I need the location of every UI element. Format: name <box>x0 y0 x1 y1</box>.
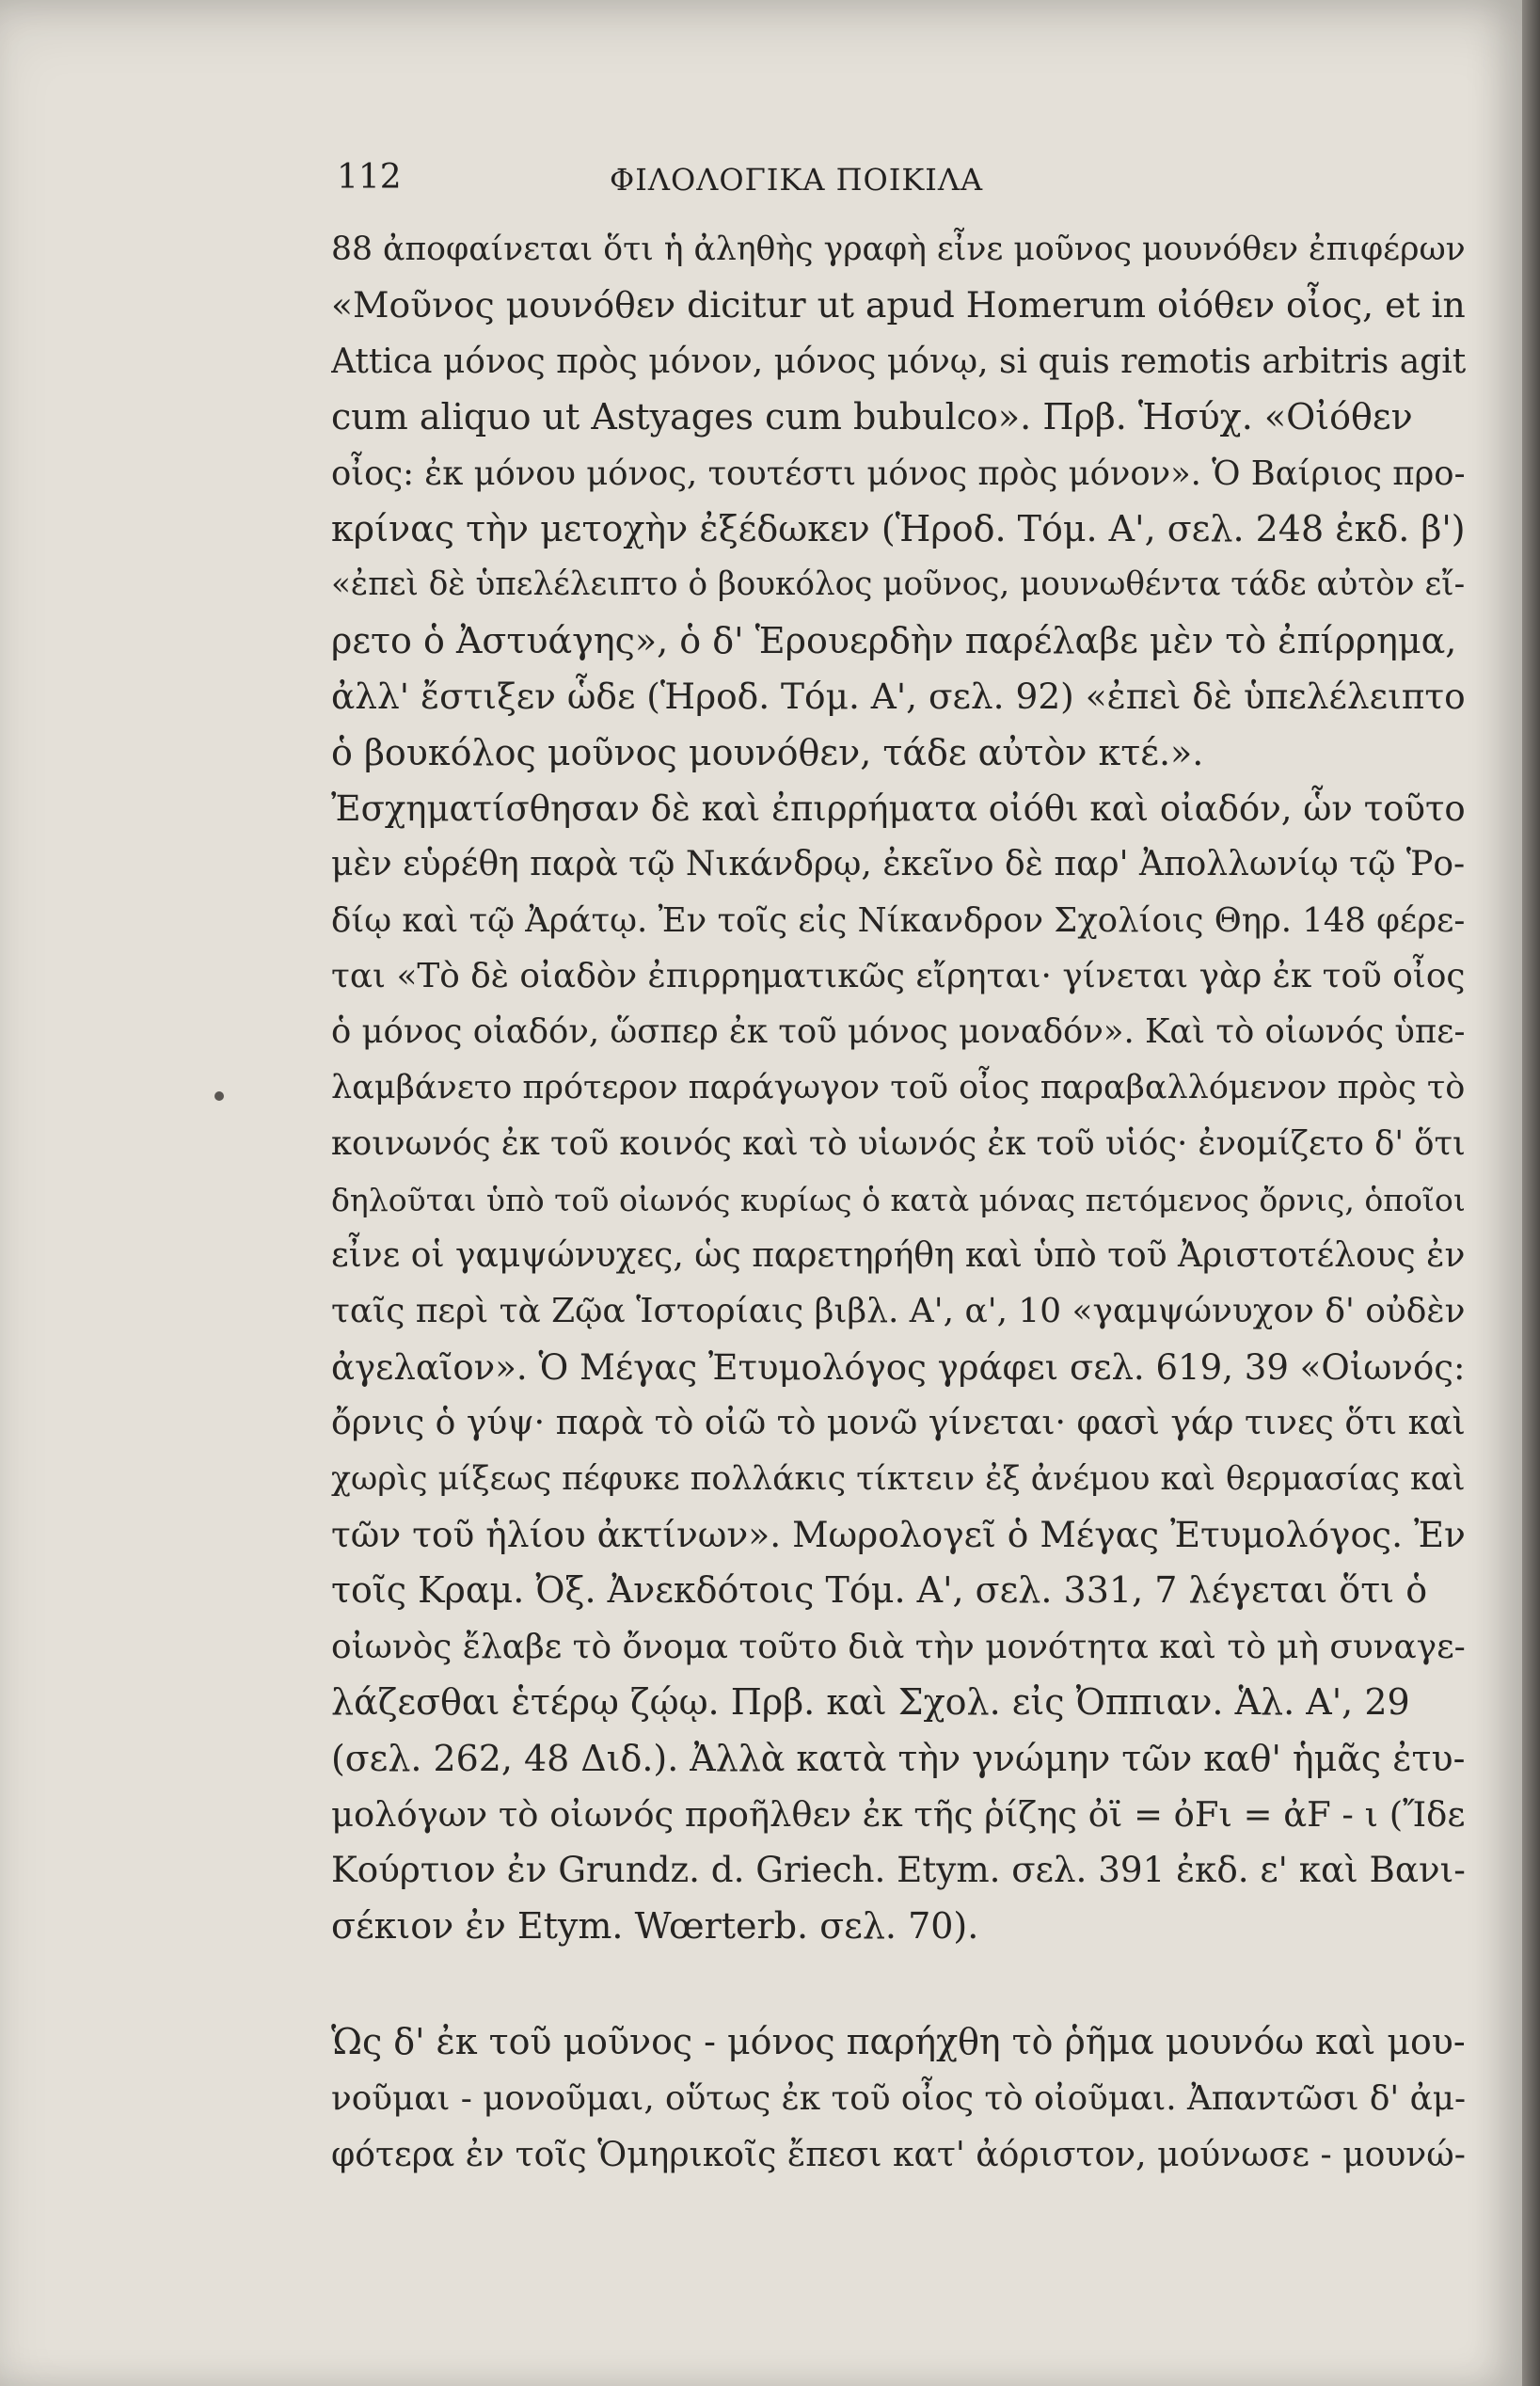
text-line: χωρὶς μίξεως πέφυκε πολλάκις τίκτειν ἐξ ἀνέμου καὶ θερμασίας καὶ <box>331 1459 1466 1498</box>
ink-speck <box>214 1091 224 1101</box>
text-line: (σελ. 262, 48 Διδ.). Ἀλλὰ κατὰ τὴν γνώμην τῶν καθ' ἡμᾶς ἐτυ- <box>331 1737 1466 1779</box>
text-line: «Μοῦνος μουνόθεν dicitur ut apud Homerum οἰόθεν οἶος, et in <box>331 284 1466 326</box>
text-line: ὄρνις ὁ γύψ· παρὰ τὸ οἰῶ τὸ μονῶ γίνεται· φασὶ γάρ τινες ὅτι καὶ <box>331 1403 1466 1443</box>
text-line: ἀγελαῖον». Ὁ Μέγας Ἐτυμολόγος γράφει σελ. 619, 39 «Οἰωνός: <box>331 1346 1466 1388</box>
text-line: ὁ βουκόλος μοῦνος μουνόθεν, τάδε αὐτὸν κτέ.». <box>331 731 1204 773</box>
paragraph <box>331 2014 1466 2182</box>
text-line: ὁ μόνος οἰαδόν, ὥσπερ ἐκ τοῦ μόνος μοναδόν». Καὶ τὸ οἰωνός ὑπε- <box>331 1012 1466 1052</box>
text-line: σέκιον ἐν Etym. Wœrterb. σελ. 70). <box>331 1904 979 1947</box>
text-line: δίῳ καὶ τῷ Ἀράτῳ. Ἐν τοῖς εἰς Νίκανδρον Σχολίοις Θηρ. 148 φέρε- <box>331 900 1466 940</box>
text-line: οἰωνὸς ἔλαβε τὸ ὄνομα τοῦτο διὰ τὴν μονότητα καὶ τὸ μὴ συναγε- <box>331 1627 1466 1666</box>
page-header <box>337 158 1108 215</box>
text-line: τῶν τοῦ ἡλίου ἀκτίνων». Μωρολογεῖ ὁ Μέγας Ἐτυμολόγος. Ἐν <box>331 1513 1466 1555</box>
text-line: «ἐπεὶ δὲ ὑπελέλειπτο ὁ βουκόλος μοῦνος, μουνωθέντα τάδε αὐτὸν εἴ- <box>331 565 1466 604</box>
text-line: ταῖς περὶ τὰ Ζῷα Ἱστορίαις βιβλ. Α', α', 10 «γαμψώνυχον δ' οὐδὲν <box>331 1292 1466 1331</box>
body-text <box>331 222 1466 2182</box>
text-line: cum aliquo ut Astyages cum bubulco». Πρβ. Ἡσύχ. «Οἰόθεν <box>331 396 1413 438</box>
text-line: Κούρτιον ἐν Grundz. d. Griech. Etym. σελ. 391 ἐκδ. ε' καὶ Βανι- <box>331 1849 1466 1891</box>
text-line: φότερα ἐν τοῖς Ὁμηρικοῖς ἔπεσι κατ' ἀόριστον, μούνωσε - μουνώ- <box>331 2133 1466 2174</box>
text-line: κοινωνός ἐκ τοῦ κοινός καὶ τὸ υἱωνός ἐκ τοῦ υἱός· ἐνομίζετο δ' ὅτι <box>331 1124 1466 1164</box>
text-line: κρίνας τὴν μετοχὴν ἐξέδωκεν (Ἡροδ. Τόμ. Α', σελ. 248 ἐκδ. β') <box>331 507 1466 549</box>
text-line: τοῖς Κραμ. Ὀξ. Ἀνεκδότοις Τόμ. Α', σελ. 331, 7 λέγεται ὅτι ὁ <box>331 1569 1428 1612</box>
text-line: λαμβάνετο πρότερον παράγωγον τοῦ οἶος παραβαλλόμενον πρὸς τὸ <box>331 1068 1466 1106</box>
text-line: εἶνε οἱ γαμψώνυχες, ὡς παρετηρήθη καὶ ὑπὸ τοῦ Ἀριστοτέλους ἐν <box>331 1236 1466 1276</box>
text-line: ρετο ὁ Ἀστυάγης», ὁ δ' Ἑρουερδὴν παρέλαβε μὲν τὸ ἐπίρρημα, <box>331 619 1457 661</box>
text-line: Ἐσχηματίσθησαν δὲ καὶ ἐπιρρήματα οἰόθι καὶ οἰαδόν, ὧν τοῦτο <box>331 787 1466 829</box>
text-line: οἶος: ἐκ μόνου μόνος, τουτέστι μόνος πρὸς μόνον». Ὁ Βαίριος προ- <box>331 453 1466 493</box>
running-title: ΦΙΛΟΛΟΓΙΚΑ ΠΟΙΚΙΛΑ <box>610 162 984 198</box>
text-line: λάζεσθαι ἑτέρῳ ζῴῳ. Πρβ. καὶ Σχολ. εἰς Ὀππιαν. Ἁλ. Α', 29 <box>331 1681 1410 1724</box>
text-line: Ὡς δ' ἐκ τοῦ μοῦνος - μόνος παρήχθη τὸ ῥῆμα μουνόω καὶ μου- <box>331 2021 1466 2063</box>
text-line: 88 ἀποφαίνεται ὅτι ἡ ἀληθὴς γραφὴ εἶνε μοῦνος μουνόθεν ἐπιφέρων <box>331 231 1466 268</box>
paragraph <box>331 222 1466 1954</box>
page-number: 112 <box>337 158 402 197</box>
text-line: μὲν εὑρέθη παρὰ τῷ Νικάνδρῳ, ἐκεῖνο δὲ παρ' Ἀπολλωνίῳ τῷ Ῥο- <box>331 845 1466 884</box>
text-line: δηλοῦται ὑπὸ τοῦ οἰωνός κυρίως ὁ κατὰ μόνας πετόμενος ὄρνις, ὁποῖοι <box>331 1181 1466 1218</box>
page-edge-shadow <box>1522 0 1540 2386</box>
text-line: ται «Τὸ δὲ οἰαδὸν ἐπιρρηματικῶς εἴρηται· γίνεται γὰρ ἐκ τοῦ οἶος <box>331 957 1466 996</box>
paragraph-gap <box>331 1954 1466 2014</box>
text-line: νοῦμαι - μονοῦμαι, οὕτως ἐκ τοῦ οἶος τὸ οἰοῦμαι. Ἀπαντῶσι δ' ἀμ- <box>331 2078 1466 2118</box>
text-line: ἀλλ' ἔστιξεν ὧδε (Ἡροδ. Τόμ. Α', σελ. 92) «ἐπεὶ δὲ ὑπελέλειπτο <box>331 676 1466 718</box>
text-line: μολόγων τὸ οἰωνός προῆλθεν ἐκ τῆς ῥίζης ὀϊ = ὀFι = ἀF - ι (Ἴδε <box>331 1793 1466 1835</box>
text-line: Attica μόνος πρὸς μόνον, μόνος μόνῳ, si quis remotis arbitris agit <box>331 342 1466 381</box>
